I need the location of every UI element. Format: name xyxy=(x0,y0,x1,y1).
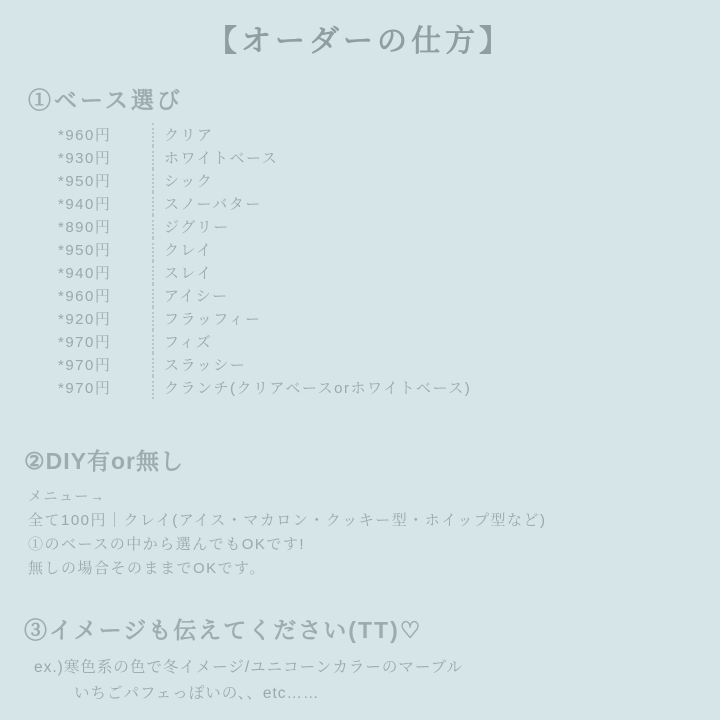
section-2-heading: ②DIY有or無し xyxy=(24,448,184,474)
table-row xyxy=(58,376,471,399)
base-name-cell: アイシー xyxy=(164,288,229,305)
base-name-cell: クリア xyxy=(164,127,214,144)
price-cell: *970円 xyxy=(58,353,153,376)
price-cell: *940円 xyxy=(58,261,153,284)
price-cell: *960円 xyxy=(58,123,153,146)
base-price-table xyxy=(58,123,471,399)
section-3-heading: ③イメージも伝えてください(TT)♡ xyxy=(24,617,423,643)
base-name-cell: クレイ xyxy=(164,242,213,259)
example-line-2: いちごパフェっぽいの、、etc…… xyxy=(74,685,320,702)
price-cell: *960円 xyxy=(58,284,153,307)
price-cell: *950円 xyxy=(58,169,153,192)
menu-arrow-line: メニュー→ xyxy=(28,488,106,504)
table-row xyxy=(58,192,471,215)
base-name-cell: シック xyxy=(164,173,214,190)
base-name-cell: フラッフィー xyxy=(164,311,262,328)
base-name-cell: スレイ xyxy=(164,265,213,282)
clay-option-line: 全て100円｜クレイ(アイス・マカロン・クッキー型・ホイップ型など) xyxy=(28,512,547,529)
price-cell: *950円 xyxy=(58,238,153,261)
no-diy-line: 無しの場合そのままでOKです。 xyxy=(28,560,266,577)
table-row xyxy=(58,284,471,307)
table-row xyxy=(58,261,471,284)
price-cell: *890円 xyxy=(58,215,153,238)
table-row xyxy=(58,238,471,261)
example-line-1: ex.)寒色系の色で冬イメージ/ユニコーンカラーのマーブル xyxy=(34,659,463,676)
base-price-table-body xyxy=(58,123,471,399)
price-cell: *970円 xyxy=(58,330,153,353)
section-1-heading: ①ベース選び xyxy=(28,87,183,113)
section-3-body xyxy=(34,655,720,703)
table-row xyxy=(58,330,471,353)
price-cell: *930円 xyxy=(58,146,153,169)
base-name-cell: スノーバター xyxy=(164,196,262,213)
base-name-cell: フィズ xyxy=(164,334,213,351)
section-2-body xyxy=(28,486,720,578)
price-cell: *970円 xyxy=(58,376,153,399)
table-row xyxy=(58,353,471,376)
table-row xyxy=(58,123,471,146)
table-row xyxy=(58,215,471,238)
base-name-cell: スラッシー xyxy=(164,357,247,374)
base-choice-line: ①のベースの中から選んでもOKです! xyxy=(28,536,306,553)
table-row xyxy=(58,146,471,169)
base-name-cell: クランチ(クリアベースorホワイトベース) xyxy=(164,380,472,397)
base-name-cell: ジグリー xyxy=(164,219,230,236)
table-row xyxy=(58,307,471,330)
price-cell: *940円 xyxy=(58,192,153,215)
table-row xyxy=(58,169,471,192)
page-title: 【オーダーの仕方】 xyxy=(207,25,513,58)
price-cell: *920円 xyxy=(58,307,153,330)
base-name-cell: ホワイトベース xyxy=(164,150,279,167)
